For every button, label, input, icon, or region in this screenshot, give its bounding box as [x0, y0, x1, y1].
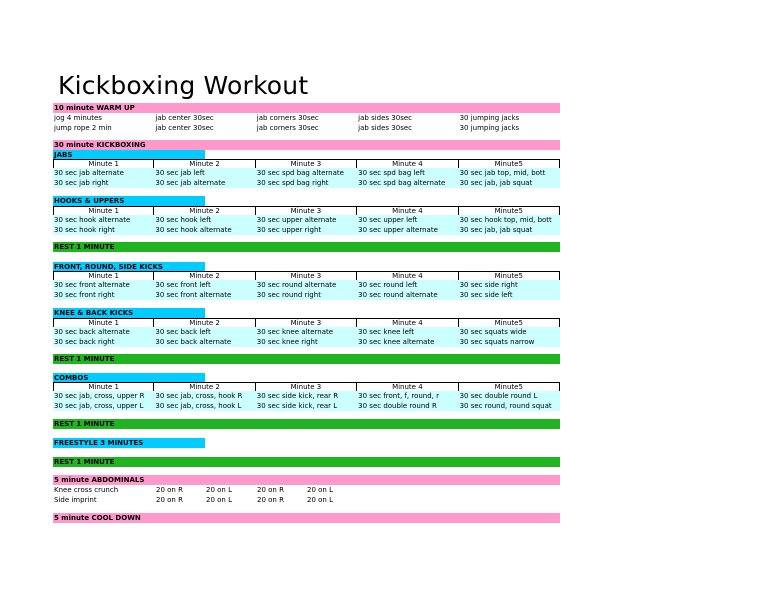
minute-header: Minute 2 [154, 383, 255, 391]
knee-header: KNEE & BACK KICKS [53, 308, 205, 318]
page-title: Kickboxing Workout [58, 71, 309, 100]
rest-bar-1: REST 1 MINUTE [53, 242, 560, 252]
cell: 30 jumping jacks [459, 124, 520, 132]
minute-header: Minute5 [459, 160, 560, 168]
minute-header: Minute 1 [53, 319, 154, 327]
rest-bar-2: REST 1 MINUTE [53, 354, 560, 364]
cell: jab corners 30sec [256, 124, 319, 132]
cell: 30 sec jab, cross, hook R [155, 392, 243, 400]
cell: 30 sec front right [54, 291, 115, 299]
cell: jump rope 2 min [54, 124, 112, 132]
cell: 30 sec hook right [54, 226, 115, 234]
cell: 30 sec side kick, rear R [256, 392, 339, 400]
kicks-row-1 [53, 280, 560, 290]
minute-header: Minute5 [459, 319, 560, 327]
hooks-row-1 [53, 215, 560, 225]
minute-header: Minute5 [459, 383, 560, 391]
minute-header: Minute 3 [256, 160, 357, 168]
cooldown-header: 5 minute COOL DOWN [53, 513, 560, 523]
cell: 30 sec jab right [54, 179, 109, 187]
cell: jab sides 30sec [358, 114, 412, 122]
hooks-header: HOOKS & UPPERS [53, 196, 205, 206]
rest-bar-3: REST 1 MINUTE [53, 419, 560, 429]
cell: 20 on R [257, 486, 284, 494]
cell: 30 sec front, f, round, r [358, 392, 439, 400]
minute-header: Minute 3 [256, 207, 357, 215]
kicks-header: FRONT, ROUND, SIDE KICKS [53, 262, 205, 272]
cell: 30 sec upper left [358, 216, 418, 224]
jabs-row-2 [53, 178, 560, 188]
cell: 30 sec round right [256, 291, 321, 299]
cell: 30 sec jab alternate [155, 179, 226, 187]
cell: jab corners 30sec [256, 114, 319, 122]
cell: 20 on L [307, 496, 333, 504]
cell: 30 sec round left [358, 281, 418, 289]
cell: 20 on R [156, 486, 183, 494]
minute-header: Minute 3 [256, 272, 357, 280]
cell: 30 sec side right [459, 281, 518, 289]
cell: 30 sec upper alternate [358, 226, 438, 234]
cell: 30 sec jab, jab squat [459, 179, 533, 187]
minute-header: Minute 4 [357, 272, 458, 280]
minute-header: Minute 2 [154, 319, 255, 327]
cell: 30 sec back left [155, 328, 211, 336]
cell: 30 sec hook alternate [155, 226, 232, 234]
kickboxing-header: 30 minute KICKBOXING [53, 140, 560, 150]
minute-header: Minute 4 [357, 207, 458, 215]
cell: 30 sec back right [54, 338, 115, 346]
warmup-row-1 [53, 113, 560, 123]
cell: 30 sec knee alternate [256, 328, 334, 336]
cell: 30 sec hook top, mid, bott [459, 216, 552, 224]
cell: 30 sec front left [155, 281, 211, 289]
minute-header: Minute 2 [154, 272, 255, 280]
cell: 30 sec jab, jab squat [459, 226, 533, 234]
minute-header: Minute 4 [357, 383, 458, 391]
minute-header: Minute 3 [256, 319, 357, 327]
rest-bar-4: REST 1 MINUTE [53, 457, 560, 467]
abs-row-2 [53, 495, 560, 505]
minute-header: Minute5 [459, 207, 560, 215]
cell: 20 on R [257, 496, 284, 504]
abs-header: 5 minute ABDOMINALS [53, 475, 560, 485]
cell: 30 sec round alternate [256, 281, 337, 289]
cell: 30 jumping jacks [459, 114, 520, 122]
cell: 30 sec jab, cross, upper R [54, 392, 145, 400]
cell: 30 sec hook left [155, 216, 212, 224]
cell: 30 sec side left [459, 291, 513, 299]
cell: 30 sec round, round squat [459, 402, 552, 410]
jabs-header: JABS [53, 150, 205, 160]
minute-header: Minute 4 [357, 160, 458, 168]
cell: 30 sec jab, cross, hook L [155, 402, 242, 410]
cell: 20 on L [206, 486, 232, 494]
minute-header: Minute 1 [53, 207, 154, 215]
minute-header: Minute5 [459, 272, 560, 280]
cell: jab sides 30sec [358, 124, 412, 132]
freestyle-bar: FREESTYLE 3 MINUTES [53, 438, 205, 448]
cell: 30 sec hook alternate [54, 216, 131, 224]
cell: 30 sec double round R [358, 402, 437, 410]
cell: 30 sec knee left [358, 328, 414, 336]
cell: 30 sec spd bag left [358, 169, 425, 177]
knee-row-1 [53, 327, 560, 337]
hooks-row-2 [53, 225, 560, 235]
knee-row-2 [53, 337, 560, 347]
cell: jab center 30sec [155, 124, 214, 132]
cell: 30 sec back alternate [155, 338, 232, 346]
cell: jab center 30sec [155, 114, 214, 122]
minute-header: Minute 2 [154, 160, 255, 168]
cell: 30 sec spd bag right [256, 179, 329, 187]
minute-header: Minute 3 [256, 383, 357, 391]
cell: 30 sec back alternate [54, 328, 130, 336]
cell: 30 sec knee alternate [358, 338, 435, 346]
cell: 30 sec jab, cross, upper L [54, 402, 144, 410]
cell: 30 sec jab top, mid, bott [459, 169, 546, 177]
cell: Side imprint [54, 496, 97, 504]
combos-header: COMBOS [53, 373, 205, 383]
cell: 30 sec squats wide [459, 328, 527, 336]
cell: 20 on L [307, 486, 333, 494]
jabs-row-1 [53, 168, 560, 178]
cell: 30 sec knee right [256, 338, 318, 346]
warmup-row-2 [53, 123, 560, 133]
cell: 20 on R [156, 496, 183, 504]
minute-header: Minute 4 [357, 319, 458, 327]
minute-header: Minute 1 [53, 272, 154, 280]
cell: 30 sec double round L [459, 392, 538, 400]
cell: 30 sec side kick, rear L [256, 402, 338, 410]
cell: 30 sec jab alternate [54, 169, 124, 177]
combos-row-2 [53, 401, 560, 411]
cell: 30 sec front alternate [155, 291, 232, 299]
cell: Knee cross crunch [54, 486, 119, 494]
combos-row-1 [53, 391, 560, 401]
kicks-row-2 [53, 290, 560, 300]
abs-row-1 [53, 485, 560, 495]
cell: 30 sec spd bag alternate [358, 179, 446, 187]
cell: 30 sec spd bag alternate [256, 169, 344, 177]
cell: jog 4 minutes [54, 114, 102, 122]
minute-header: Minute 1 [53, 160, 154, 168]
cell: 30 sec squats narrow [459, 338, 535, 346]
cell: 30 sec upper alternate [256, 216, 337, 224]
cell: 30 sec round alternate [358, 291, 438, 299]
cell: 30 sec jab left [155, 169, 205, 177]
minute-header: Minute 2 [154, 207, 255, 215]
cell: 30 sec upper right [256, 226, 322, 234]
cell: 20 on L [206, 496, 232, 504]
minute-header: Minute 1 [53, 383, 154, 391]
warmup-header: 10 minute WARM UP [53, 103, 560, 113]
cell: 30 sec front alternate [54, 281, 130, 289]
